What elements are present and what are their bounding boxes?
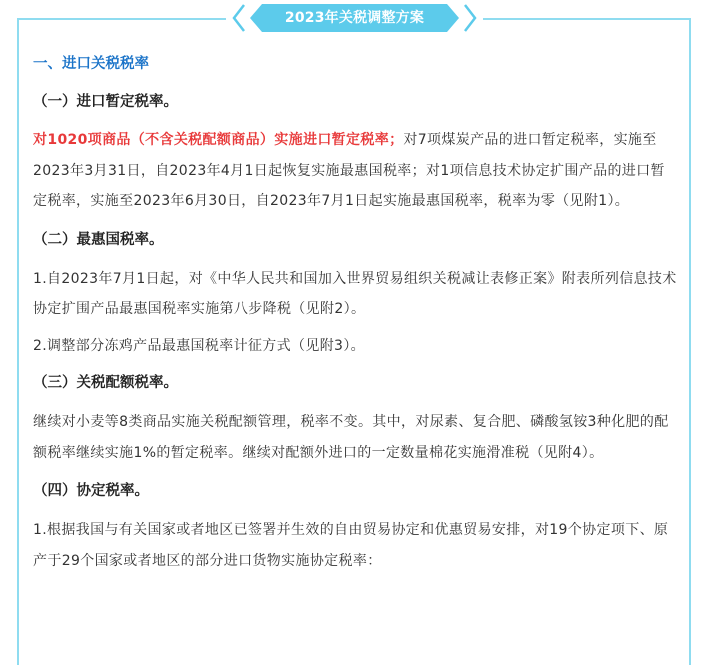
paragraph-mfn-item-2: 2.调整部分冻鸡产品最惠国税率计征方式（见附3）。 [33, 337, 366, 354]
paragraph-text: 对7项煤炭产品的进口暂定税率，实施至2023年3月31日，自2023年4月1日起恢复实施最惠国税率；对1项信息技术协定扩围产品的进口暂定税率，实施至2023年6月30日，自2023年7月1日起实施最惠国税率，税率为零（见附1）。 [33, 132, 665, 209]
subsection-heading-4: （四）协定税率。 [33, 483, 149, 499]
page-title: 2023年关税调整方案 [284, 10, 425, 26]
paragraph-mfn-item-1: 1.自2023年7月1日起，对《中华人民共和国加入世界贸易组织关税减让表修正案》附表所列信息技术协定扩围产品最惠国税率实施第八步降税（见附2）。 [33, 270, 677, 317]
subsection-heading-2: （二）最惠国税率。 [33, 231, 164, 248]
highlighted-text: 对1020项商品（不含关税配额商品）实施进口暂定税率； [33, 132, 404, 148]
paragraph-provisional-rates [33, 125, 679, 217]
paragraph-tariff-quota: 继续对小麦等8类商品实施关税配额管理，税率不变。其中，对尿素、复合肥、磷酸氢铵3种化肥的配额税率继续实施1%的暂定税率。继续对配额外进口的一定数量棉花实施滑准税（见附4）。 [33, 414, 669, 461]
header-ribbon [226, 0, 483, 36]
subsection-heading-3: （三）关税配额税率。 [33, 375, 178, 391]
section-heading: 一、进口关税税率 [33, 56, 149, 72]
subsection-heading-1: （一）进口暂定税率。 [33, 94, 178, 110]
paragraph-agreement-item-1: 1.根据我国与有关国家或者地区已签署并生效的自由贸易协定和优惠贸易安排，对19个协定项下、原产于29个国家或者地区的部分进口货物实施协定税率： [33, 522, 669, 569]
document-body [33, 50, 679, 576]
